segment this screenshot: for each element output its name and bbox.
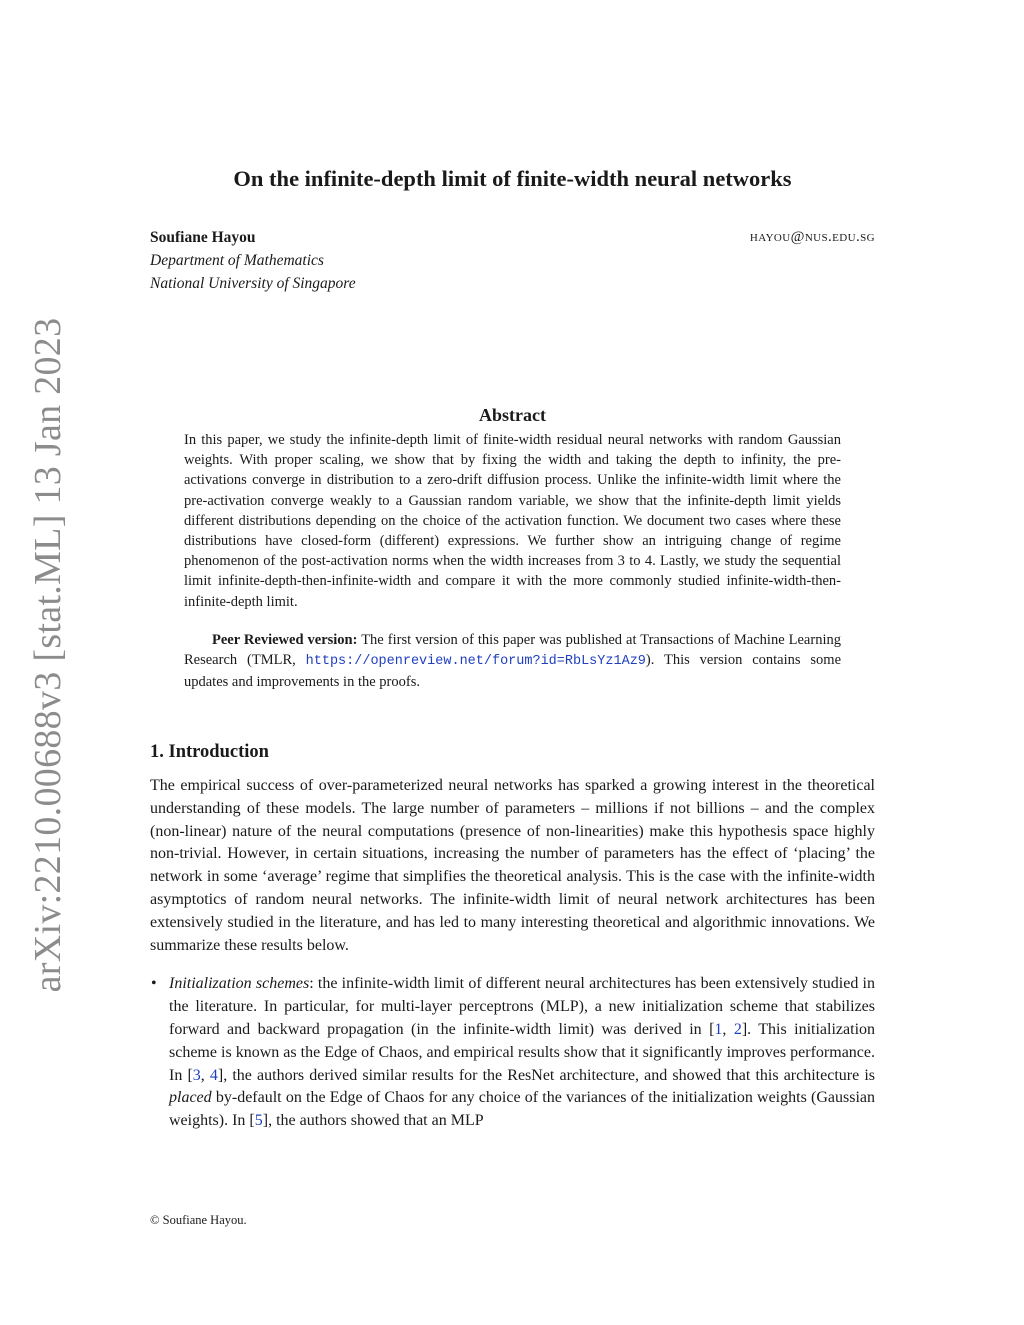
bullet-text: ,: [200, 1066, 210, 1084]
author-name: Soufiane Hayou: [150, 229, 256, 246]
citation-link[interactable]: 3: [192, 1066, 201, 1084]
abstract-heading: Abstract: [479, 405, 546, 425]
citation-link[interactable]: 2: [733, 1020, 742, 1038]
peer-review-note: [184, 630, 841, 693]
author-email: hayou@nus.edu.sg: [749, 229, 875, 245]
arxiv-sidebar: [18, 317, 78, 993]
abstract-section: [184, 405, 841, 692]
abstract-text: In this paper, we study the infinite-depth limit of finite-width residual neural networks with random Gaussian weights. With proper scaling, we show that by fixing the width and taking the depth to infinity, the pre-activations converge in distribution to a zero-drift diffusion process. Unlike the infinite-width limit where the pre-activation converge weakly to a Gaussian random variable, we show that the infinite-depth limit yields different distributions depending on the choice of the activation function. We document two cases where these distributions have closed-form (different) expressions. We further show an intriguing change of regime phenomenon of the post-activation norms when the width increases from 3 to 4. Lastly, we study the sequential limit infinite-depth-then-infinite-width and compare it with the more commonly studied infinite-width-then-infinite-depth limit.: [184, 432, 841, 610]
peer-review-label: Peer Reviewed version:: [212, 631, 358, 648]
peer-review-text: The first version of this paper was published at Transactions of Machine Learning Research (TMLR,: [184, 631, 841, 669]
bullet-text: ], the authors showed that an MLP: [262, 1112, 484, 1130]
bullet-list: [150, 973, 875, 1133]
author-department: Department of Mathematics: [150, 252, 324, 269]
bullet-text: : the infinite-width limit of different neural architectures has been extensively studied in the literature. In particular, for multi-layer perceptrons (MLP), a new initialization scheme that stabilizes forward and backward propagation (in the infinite-width limit) was derived in [: [169, 975, 876, 1038]
bullet-text: ]. This initialization scheme is known as the Edge of Chaos, and empirical results show that it significantly improves performance. In [: [169, 1020, 876, 1084]
author-university: National University of Singapore: [150, 275, 356, 292]
openreview-link[interactable]: https://openreview.net/forum?id=RbLsYz1Az9: [305, 654, 646, 670]
citation-link[interactable]: 1: [714, 1020, 723, 1038]
list-item: [150, 973, 875, 1133]
introduction-paragraph: The empirical success of over-parameterized neural networks has sparked a growing interest in the theoretical understanding of these models. The large number of parameters – millions if not billions – and the complex (non-linear) nature of the neural computations (presence of non-linearities) make this hypothesis space highly non-trivial. However, in certain situations, increasing the number of parameters has the effect of ‘placing’ the network in some ‘average’ regime that simplifies the theoretical analysis. This is the case with the infinite-width asymptotics of random neural networks. The infinite-width limit of neural network architectures has been extensively studied in the literature, and has led to many interesting theoretical and algorithmic innovations. We summarize these results below.: [150, 777, 875, 954]
introduction-heading: 1. Introduction: [150, 742, 269, 762]
bullet-text: ], the authors derived similar results for the ResNet architecture, and showed that this architecture is: [217, 1066, 876, 1084]
bullet-text: ,: [722, 1020, 734, 1038]
bullet-marker: •: [151, 975, 157, 993]
paper-title: On the infinite-depth limit of finite-width neural networks: [233, 166, 792, 191]
bullet-term: Initialization schemes: [169, 975, 310, 993]
peer-review-text-end: ). This version contains some updates and improvements in the proofs.: [184, 652, 842, 691]
bullet-text: by-default on the Edge of Chaos for any choice of the variances of the initialization weights (Gaussian weights). In [: [169, 1089, 875, 1130]
citation-link[interactable]: 4: [209, 1066, 218, 1084]
copyright-footnote: © Soufiane Hayou.: [150, 1213, 247, 1227]
author-block: [150, 226, 875, 295]
citation-link[interactable]: 5: [254, 1112, 263, 1130]
emphasis-text: placed: [169, 1089, 212, 1107]
arxiv-identifier: arXiv:2210.00688v3 [stat.ML] 13 Jan 2023: [27, 317, 69, 993]
introduction-section: [150, 742, 875, 1133]
